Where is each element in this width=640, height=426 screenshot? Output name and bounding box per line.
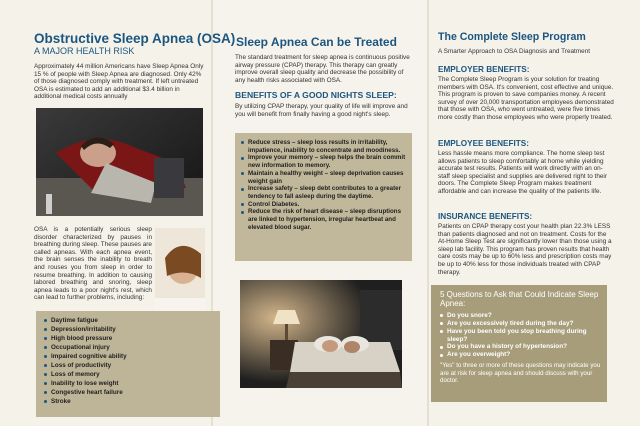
sleep-problem-item: Loss of productivity [44,361,220,370]
sleep-problem-item: Inability to lose weight [44,379,220,388]
bedroom-sleeping-photo [240,280,402,388]
benefits-heading: BENEFITS OF A GOOD NIGHTS SLEEP: [235,90,397,100]
tired-man-laptop-photo [36,108,203,216]
question-item: Do you have a history of hypertension? [440,343,601,351]
insurance-benefits-heading: INSURANCE BENEFITS: [438,212,533,221]
benefits-intro-text: By utilizing CPAP therapy, your quality of life will improve and you will benefit from finally having a good night's sleep. [235,103,408,118]
benefit-item: Increase safety – sleep debt contributes to a greater tendency to fall asleep during the daytime. [241,185,412,200]
sleep-problem-item: Congestive heart failure [44,388,220,397]
benefit-item: Maintain a healthy weight – sleep deprivation causes weight gain [241,170,412,185]
questions-note: "Yes" to three or more of these questions may indicate you are at risk for sleep apnea and should discuss with your doctor. [440,362,601,385]
program-subtitle: A Smarter Approach to OSA Diagnosis and Treatment [438,48,591,55]
sleep-problem-item: Daytime fatigue [44,316,220,325]
benefits-box [235,133,412,261]
questions-list [440,312,601,359]
benefits-list [241,139,412,231]
benefit-item: Improve your memory – sleep helps the brain commit new information to memory. [241,154,412,169]
sleep-problem-item: Loss of memory [44,370,220,379]
osa-intro-text: Approximately 44 million Americans have Sleep Apnea Only 15 % of people with Sleep Apnea are diagnosed. Only 42% of those diagnosed comply with treatment. If left untreated OSA is estimated to add an additional $3.4 billion in additional medical costs annually [34,63,204,101]
osa-title: Obstructive Sleep Apnea (OSA) [34,31,236,46]
benefit-item: Reduce the risk of heart disease – sleep disruptions are linked to hypertension, irregular heartbeat and elevated blood sugar. [241,208,412,231]
question-item: Do you snore? [440,312,601,320]
sleep-problems-list [44,316,220,406]
sleep-problem-item: High blood pressure [44,334,220,343]
sleep-problem-item: Depression/irritability [44,325,220,334]
employer-benefits-heading: EMPLOYER BENEFITS: [438,65,530,74]
treatment-intro-text: The standard treatment for sleep apnea is continuous positive airway pressure (CPAP) therapy. This therapy can greatly improve overall sleep quality and decrease the possibility of any health risks associated with OSA. [235,54,410,84]
treatment-title: Sleep Apnea Can be Treated [236,35,397,49]
benefit-item: Control Diabetes. [241,201,412,209]
osa-description-text: OSA is a potentially serious sleep disorder characterized by pauses in breathing during sleep. These pauses are called apneas. With each apnea event, the brain senses the inability to breath and rouses you from sleep in order to resume breathing. In addition to causing labored breathing and snoring, sleep apnea leads to a poor night's rest, which can lead to further problems, including: [34,226,152,302]
question-item: Are you excessively tired during the day? [440,320,601,328]
insurance-benefits-text: Patients on CPAP therapy cost your health plan 22.3% LESS than patients diagnosed and not on treatment. Costs for the At-Home Sleep Test are significantly lower than those using a sleep lab facility. This program has proven results that health care costs may be up to 60% less and prescription costs may be up to 40% less for those individuals treated with CPAP therapy. [438,223,612,276]
sleep-problems-box [36,311,220,417]
sleep-problem-item: Impaired cognitive ability [44,352,220,361]
employee-benefits-text: Less hassle means more compliance. The home sleep test allows patients to sleep comfortably at home while yielding accurate test results. Patients will work directly with an on-staff sleep specialist and supplies are delivered right to their doors. The Complete Sleep Program makes treatment affordable and can increase the quality of the patients life. [438,150,607,195]
osa-subtitle: A MAJOR HEALTH RISK [34,46,135,56]
questions-box [431,285,607,402]
benefit-item: Reduce stress – sleep loss results in irritability, impatience, inability to concentrate and moodiness. [241,139,412,154]
questions-title: 5 Questions to Ask that Could Indicate Sleep Apnea: [440,290,599,309]
program-title: The Complete Sleep Program [438,31,586,43]
employee-benefits-heading: EMPLOYEE BENEFITS: [438,139,529,148]
sleep-problem-item: Stroke [44,397,220,406]
question-item: Are you overweight? [440,351,601,359]
employer-benefits-text: The Complete Sleep Program is your solution for treating members with OSA. It's convenient, cost effective and unique. This program is proven to save companies money. A recent survey of over 20,000 transportation employees demonstrated that those with OSA, who went untreated, were five times more costly than those employees who were properly treated. [438,76,614,121]
question-item: Have you been told you stop breathing during sleep? [440,328,601,344]
sleep-problem-item: Occupational injury [44,343,220,352]
